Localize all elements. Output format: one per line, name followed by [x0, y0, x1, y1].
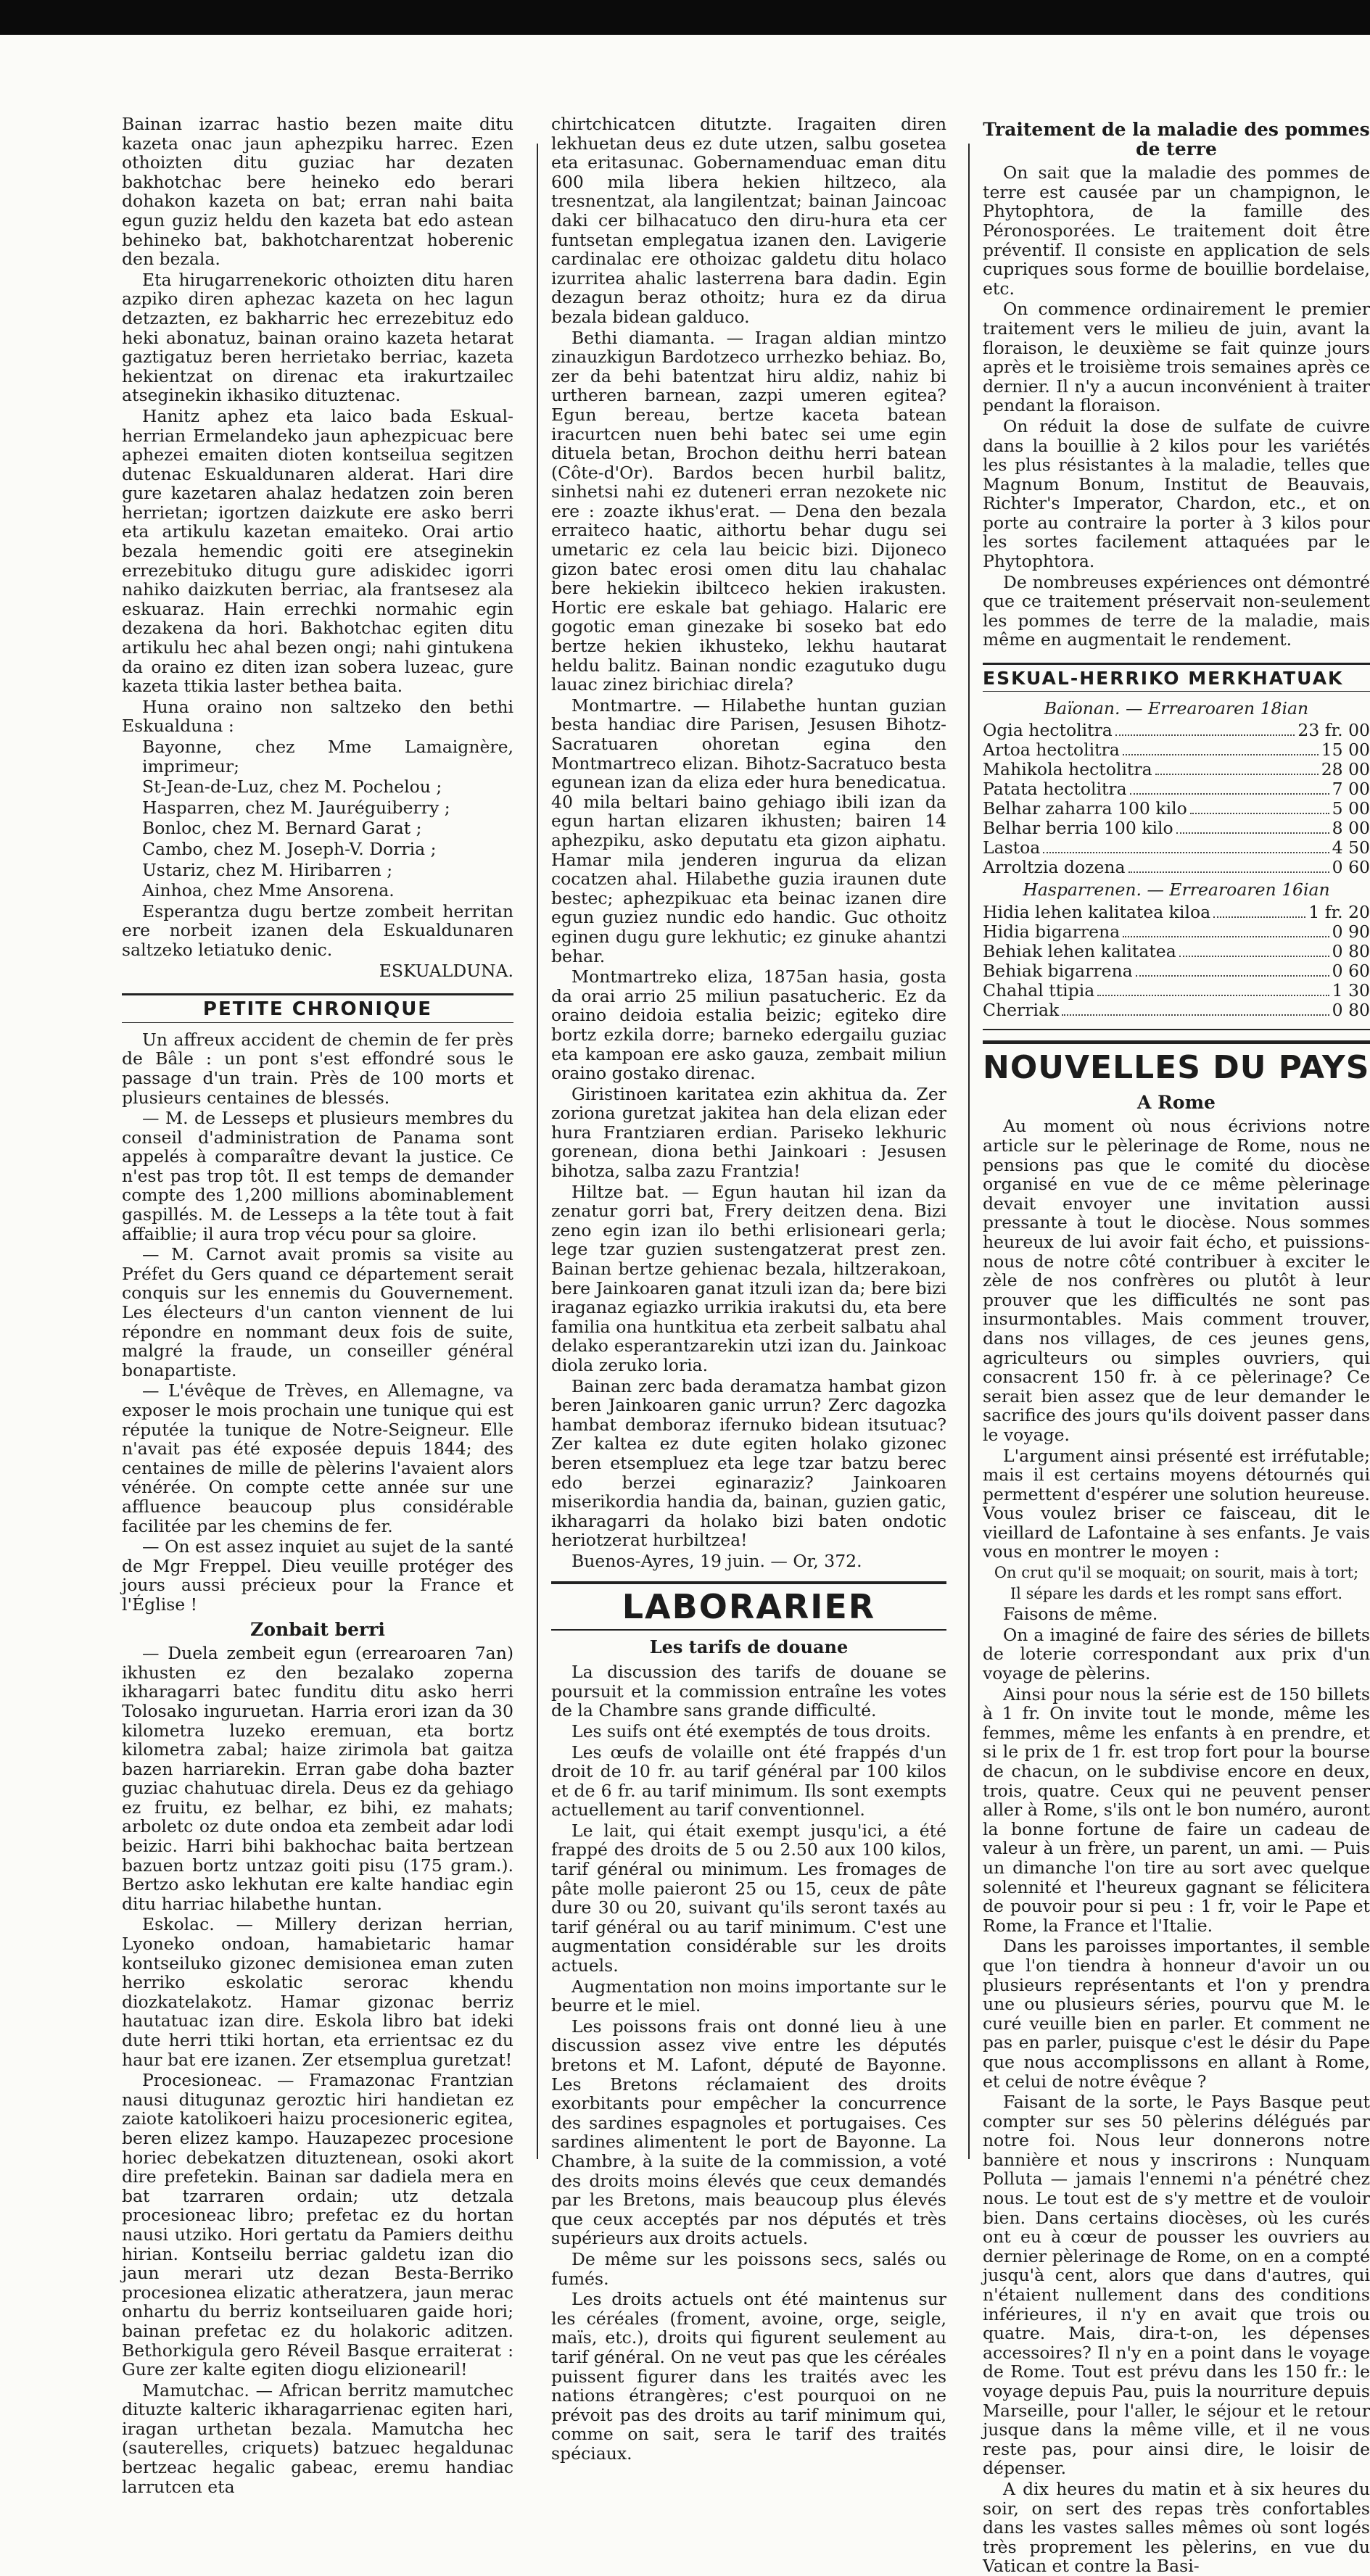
berri-item: — Duela zembeit egun (errearoaren 7an) ikhusten ez den bezalako zoperna ikharagarri batec funditu ditu asko herri Tolosako inguruetan. Harria erori izan da 30 kilometra luzeko eremuan, eta bortz kilometra zabal; haize zirimola bat gaitza bazen harriarekin. Erran gabe doha bazter guziac chahutuac direla. Deus ez da gehiago ez fruitu, ez belhar, ez bihi, ez mahats; arboletc oz dute ondoa eta zembeit adar lodi beizic. Harri bihi bakhochac baita bertzean bazuen bortz untzaz goiti pisu (175 gram.). Bertzo asko lekhutan ere kalte handiac egin ditu harriac hilabethe huntan. — [122, 1643, 513, 1914]
vendor-list-item: Ainhoa, chez Mme Ansorena. — [142, 880, 395, 901]
laborarier-item: Le lait, qui était exempt jusqu'ici, a été frappé des droits de 5 ou 2.50 aux 100 kilos, tarif général ou minimum. Les fromages de pâte molle paieront 25 ou 15, ceux de pâte dure 30 ou 20, suivant qu'ils seront taxés au tarif général ou au tarif minimum. C'est une augmentation considérable sur les droits actuels. — [551, 1820, 946, 1976]
vendor-list-item: St-Jean-de-Luz, chez M. Pochelou ; — [142, 776, 442, 798]
market-row: Behiak lehen kalitatea 0 80 — [983, 940, 1370, 961]
nouvelles-paragraph: On a imaginé de faire des séries de billets de loterie correspondant aux prix d'un voyage de pèlerins. — [983, 1624, 1370, 1684]
col2-paragraph-1: chirtchicatcen ditutzte. Iragaiten diren lekhuetan deus ez dute utzen, salbu gosetea eta eritasunac. Gobernamenduac eman ditu 600 mila libera hekien hiltzeco, ala tresnentzat, ala langilentzat; bainan Jaincoac daki cer bilhacatuco den diru-hura eta cer funtsetan emplegatua izanen den. Lavigerie cardinalac ere othoizac galdetu ditu holaco izurritea ahalic lasterrena bara dadin. Egin dezagun beraz othoitz; hura ez da dirua bezala bidean galduco. — [551, 114, 946, 327]
col1-paragraph-4: Huna oraino non saltzeko den bethi Eskualduna : — [122, 696, 513, 737]
traitement-paragraph: On commence ordinairement le premier traitement vers le milieu de juin, avant la floraison, le deuxième se fait quinze jours après et le troisième trois semaines après ce dernier. Il n'y a aucun inconvénient à traiter pendant la floraison. — [983, 299, 1370, 416]
column-3 — [983, 115, 1370, 2576]
laborarier-item: Les poissons frais ont donné lieu à une discussion assez vive entre les députés bretons et M. Lafont, député de Bayonne. Les Bretons réclamaient des droits exorbitants pour empêcher la concurrence des sardines espagnoles et portugaises. Ces sardines alimentent le port de Bayonne. La Chambre, à la suite de la commission, a voté des droits moins élevés que ceux demandés par les Bretons, mais beaucoup plus élevés que ceux acceptés par nos députés et très supérieurs aux droits actuels. — [551, 2016, 946, 2249]
laborarier-item: Augmentation non moins importante sur le beurre et le miel. — [551, 1976, 946, 2016]
market-row: Behiak bigarrena 0 60 — [983, 960, 1370, 981]
market-row: Arroltzia dozena 0 60 — [983, 857, 1370, 878]
chronique-item: — L'évêque de Trèves, en Allemagne, va exposer le mois prochain une tunique qui est réputée la tunique de Notre-Seigneur. Elle n'avait pas été exposée depuis 1844; des centaines de mille de pèlerins l'avaient alors vénérée. On compte cette année sur une affluence beaucoup plus considérable facilitée par les chemins de fer. — [122, 1380, 513, 1536]
verse-line: On crut qu'il se moquait; on sourit, mais à tort; — [994, 1564, 1359, 1582]
tarifs-subheading: Les tarifs de douane — [649, 1636, 849, 1657]
column-1 — [122, 114, 513, 2497]
laborarier-heading: LABORARIER — [551, 1581, 946, 1631]
col1-paragraph-1: Bainan izarrac hastio bezen maite ditu kazeta onac jaun aphezpiku harrec. Ezen othoizten ditu guziac har dezaten bakhotchac bere heineko edo berari dohakon kazeta on bat; erran nahi baita egun guziz heldu den kazeta bat edo astean behineko bat, bakhotcharentzat hoberenic den bezala. — [122, 114, 513, 270]
market-row: Patata hectolitra 7 00 — [983, 779, 1370, 800]
chronique-item: — M. Carnot avait promis sa visite au Préfet du Gers quand ce département serait conquis sur les ennemis du Gouvernement. Les électeurs d'un canton viennent de lui répondre en nommant deux fois de suite, malgré la fraude, un conseiller général bonapartiste. — [122, 1244, 513, 1380]
vendor-list-item: Hasparren, chez M. Jauréguiberry ; — [142, 797, 450, 818]
chronique-item: — M. de Lesseps et plusieurs membres du conseil d'administration de Panama sont appelés à comparaître devant la justice. Ce n'est pas trop tôt. Il est temps de demander compte des 1,200 millions abominablement gaspillés. M. de Lesseps a la tête tout à fait affaiblie; il aura trop vécu pour sa gloire. — [122, 1108, 513, 1244]
col1-paragraph-5: Esperantza dugu bertze zombeit herritan ere norbeit izanen dela Eskualdunaren saltzeko letiatuko denic. — [122, 900, 513, 960]
nouvelles-paragraph: Au moment où nous écrivions notre article sur le pèlerinage de Rome, nous ne pensions pas que le comité du diocèse organisé en vue de ce même pèlerinage devait envoyer une invitation aussi pressante à tout le diocèse. Nous sommes heureux de lui avoir fait écho, et puissions-nous de notre côté contribuer à exciter le zèle de nos confrères ou plutôt à leur prouver que les difficultés ne sont pas insurmontables. Mais comment trouver, dans nos villages, de ces jeunes gens, agriculteurs ou simples ouvriers, qui consacrent 150 fr. à ce pèlerinage? Ce serait bien assez que de leur demander le sacrifice des jours qu'ils doivent passer dans le voyage. — [983, 1116, 1370, 1445]
nouvelles-paragraph: Faisons de même. — [1003, 1604, 1158, 1625]
hasparren-market-heading: Hasparrenen. — Errearoaren 16ian — [1023, 879, 1330, 900]
column-rule-1 — [537, 144, 538, 2159]
newspaper-page — [0, 35, 1370, 2576]
berri-item: Eskolac. — Millery derizan herrian, Lyoneko ondoan, hamabietaric hamar kontseiluko gizonec demisionea eman zuten herriko eskolatic serorac khendu diozkatelakotz. Hamar gizonac berriz hautatuac izan dire. Eskola libro bat ideki dute herri ttiki hortan, eta errientsac ez du haur bat ere izanen. Zer etsemplua guretzat! — [122, 1914, 513, 2070]
petite-chronique-heading: PETITE CHRONIQUE — [122, 993, 513, 1023]
market-row: Belhar zaharra 100 kilo 5 00 — [983, 798, 1370, 819]
top-border-bar — [0, 0, 1370, 35]
nouvelles-paragraph: Faisant de la sorte, le Pays Basque peut compter sur ses 50 pèlerins délégués par notre foi. Nous leur donnerons notre bannière et nous y inscrirons : Nunquam Polluta — jamais l'ennemi n'a pénétré chez nous. Le tout est de s'y mettre et de vouloir bien. Dans certains diocèses, où les curés ont eu à cœur de pousser les ouvriers au dernier pèlerinage de Rome, on en a compté jusqu'à cent, alors que dans d'autres, qui n'étaient nullement dans des conditions inférieures, il n'y en avait que trois ou quatre. Mais, dira-t-on, les dépenses accessoires? Il n'y en a point dans le voyage de Rome. Tout est prévu dans les 150 fr.: le voyage depuis Pau, puis la nourriture depuis Marseille, pour l'aller, le séjour et le retour jusque dans la même ville, et il ne vous reste pas, pour ainsi dire, le loisir de dépenser. — [983, 2092, 1370, 2479]
col2-paragraph-2: Bethi diamanta. — Iragan aldian mintzo zinauzkigun Bardotzeco urrhezko behiaz. Bo, zer da behi batentzat hiru aldiz, nahiz bi urtheren barnean, zazpi umeren egitea? Egun bereau, bertze kaceta batean iracurtcen nuen behi batec sei ume egin dituela betan, Brochon deithu herri batean (Côte-d'Or). Bardos becen hurbil balitz, sinhetsi nahi ez duteneri erran nezokete nic ere : zoazte ikhus'erat. — Dena den bezala erraiteco haatic, aithortu behar dugu sei umetaric ez cela lau beicic bizi. Dijoneco gizon batec erosi omen ditu lau chahalac bere hekiekin ibiltceco hekien irakusten. Hortic ere eskale bat gehiago. Halaric ere gogotic eman ginezake bi soseko bat edo bertze hekien ikhusteko, lekhu hautarat heldu balitz. Bainan nondic ezagutuko dugu lauac zinez birichiac direla? — [551, 327, 946, 695]
market-row: Hidia lehen kalitatea kiloa 1 fr. 20 — [983, 901, 1370, 922]
berri-item: Mamutchac. — African berritz mamutchec dituzte kalteric ikharagarrienac egiten hari, iragan urthetan bezala. Mamutcha hec (sauterelles, criquets) batzuec hegaldunac bertzeac hegalic gabeac, eremu handiac larrutcen eta — [122, 2380, 513, 2497]
nouvelles-paragraph: Dans les paroisses importantes, il semble que l'on tiendra à honneur d'avoir un ou plusieurs représentants et l'on y prendra une ou plusieurs séries, pourvu que M. le curé veuille bien en parler. Et comment ne pas en parler, puisque c'est le désir du Pape que nous accomplissons en allant à Rome, et celui de notre évêque ? — [983, 1936, 1370, 2092]
nouvelles-paragraph: L'argument ainsi présenté est irréfutable; mais il est certains moyens détournés qui permettent d'espérer une solution heureuse. Vous voulez briser ce faisceau, dit le vieillard de Lafontaine à ses enfants. Je vais vous en montrer le moyen : — [983, 1445, 1370, 1562]
col2-paragraph-5: Giristinoen karitatea ezin akhitua da. Zer zoriona guretzat jakitea han dela elizan eder hura Frantziaren erdian. Pariseko lekhuric gorenean, diona bethi Jainkoari : Jesusen bihotza, salba zazu Frantzia! — [551, 1083, 946, 1182]
nouvelles-paragraph: Ainsi pour nous la série est de 150 billets à 1 fr. On invite tout le monde, même les femmes, même les enfants à en prendre, et si le prix de 1 fr. est trop fort pour la bourse de chacun, on le subdivise encore en deux, trois, quatre. Ceux qui ne peuvent penser aller à Rome, s'ils ont le bon numéro, auront la bonne fortune de faire un cadeau de valeur à un frère, un parent, un ami. — Puis un dimanche l'on tire au sort avec quelque solennité et l'heureux gagnant se félicitera de pouvoir pour si peu : 1 fr, voir le Pape et Rome, la France et l'Italie. — [983, 1683, 1370, 1936]
laborarier-item: Les droits actuels ont été maintenus sur les céréales (froment, avoine, orge, seigle, maïs, etc.), droits qui figurent seulement au tarif général. On ne veut pas que les céréales puissent figurer dans les traités avec les nations étrangères; c'est pourquoi on ne prévoit pas des droits au tarif minimum qui, comme on sait, sera le tarif des traités spéciaux. — [551, 2289, 946, 2464]
market-row: Chahal ttipia 1 30 — [983, 980, 1370, 1001]
verse-line: Il sépare les dards et les rompt sans effort. — [1010, 1584, 1343, 1602]
a-rome-heading: A Rome — [1137, 1091, 1216, 1113]
traitement-paragraph: De nombreuses expériences ont démontré que ce traitement préservait non-seulement les pommes de terre de la maladie, mais même en augmentait le rendement. — [983, 571, 1370, 650]
traitement-paragraph: On sait que la maladie des pommes de terre est causée par un champignon, le Phytophtora, de la famille des Péronosporées. Le traitement doit être préventif. Il consiste en application de sels cupriques sous forme de bouillie bordelaise, etc. — [983, 162, 1370, 299]
col2-paragraph-3: Montmartre. — Hilabethe huntan guzian besta handiac dire Parisen, Jesusen Bihotz-Sacratuaren ohoretan egina den Montmartreco elizan. Bihotz-Sacratuco besta egunean izan da eliza eder hura benedicatua. 40 mila beltari baino gehiago ibili izan da egun hartan elizaren ikhusten; bairen 14 aphezpiku, asko deputatu eta gizon aiphatu. Hamar mila jenderen ingurua da elizan cocatzen ahal. Hilabethe guzia iraunen dute bestec; aphezpikuac eta beinac izanen dire egun guziez nundic edo handic. Guc othoitz eginen dugu gure lekhutic; ez ginuke ahantzi behar. — [551, 695, 946, 966]
dateline: Buenos-Ayres, 19 juin. — Or, 372. — [571, 1550, 862, 1571]
chronique-item: Un affreux accident de chemin de fer près de Bâle : un pont s'est effondré sous le passage d'un train. Près de 100 morts et plusieurs centaines de blessés. — [122, 1029, 513, 1108]
traitement-paragraph: On réduit la dose de sulfate de cuivre dans la bouillie à 2 kilos pour les variétés les plus résistantes à la maladie, telles que Magnum Bonum, Institut de Beauvais, Richter's Imperator, Chardon, etc., et on porte au contraire la porter à 3 kilos pour les sortes facilement attaquées par le Phytophtora. — [983, 415, 1370, 572]
laborarier-item: La discussion des tarifs de douane se poursuit et la commission entraîne les votes de la Chambre sans grande difficulté. — [551, 1662, 946, 1721]
baionan-market-heading: Baïonan. — Errearoaren 18ian — [1044, 697, 1309, 718]
berri-item: Procesioneac. — Framazonac Frantzian nausi ditugunaz geroztic hiri handietan ez zaiote katolikoeri haizu procesioneric egitea, beren elizez kampo. Hauzapezec procesione horiec debekatzen dituztenean, osoki akort dire prefetekin. Bainan sar dadiela mera en bat tzarraren ordain; utz detzala procesioneac libro; prefetac ez du hortan nausi utziko. Hori gertatu da Pamiers deithu hirian. Kontseilu berriac galdetu izan dio jaun merari utz dezan Besta-Berriko procesionea elizatic atheratzera, jaun merac onhartu du berriz kontseiluaren gaide hori; bainan prefetac ez du holakoric aditzen. Bethorkigula gero Réveil Basque erraiterat : Gure zer kalte egiten diogu elizionearil! — [122, 2070, 513, 2380]
laborarier-item: Les suifs ont été exemptés de tous droits. — [571, 1720, 931, 1742]
vendor-list-item: Bayonne, chez Mme Lamaignère, imprimeur; — [142, 737, 513, 776]
laborarier-item: Les œufs de volaille ont été frappés d'un droit de 10 fr. au tarif général par 100 kilos et de 6 fr. au tarif minimum. Ils sont exempts actuellement au tarif conventionnel. — [551, 1742, 946, 1821]
market-row: Cherriak 0 80 — [983, 999, 1370, 1020]
vendor-list-item: Cambo, chez M. Joseph-V. Dorria ; — [142, 838, 437, 859]
market-row: Mahikola hectolitra 28 00 — [983, 759, 1370, 780]
column-rule-2 — [968, 144, 970, 2159]
market-row: Hidia bigarrena 0 90 — [983, 921, 1370, 942]
market-row: Artoa hectolitra 15 00 — [983, 740, 1370, 761]
laborarier-item: De même sur les poissons secs, salés ou fumés. — [551, 2248, 946, 2289]
col1-paragraph-2: Eta hirugarrenekoric othoizten ditu haren azpiko diren aphezac kazeta on hec lagun detzazten, ez bakharric hec errezebituz edo heki abonatuz, bainan oraino kazeta hetarat gaztigatuz beren herrietako berriac, kazeta hekientzat on direnac eta irakurtzailec atseginekin ikhasiko dituztenac. — [122, 269, 513, 406]
nouvelles-du-pays-heading: NOUVELLES DU PAYS — [983, 1040, 1370, 1086]
col2-paragraph-7: Bainan zerc bada deramatza hambat gizon beren Jainkoaren ganic urrun? Zerc dagozka hambat demboraz ifernuko bidean itsutuac? Zer kaltea ez dute egiten holako gizonec beren etsempluez eta lege tzar batzu berec edo berzei eginaraziz? Jainkoaren miserikordia handia da, bainan, guzien gatic, ikharagarri da holako bizi baten ondotic heriotzerat hurbiltzea! — [551, 1375, 946, 1551]
col2-paragraph-4: Montmartreko eliza, 1875an hasia, gosta da orai arrio 25 miliun pasatucheric. Ez da oraino deidoia estalia beizic; egiteko dire bortz ezkila dorre; barneko edergailu guziac eta kampoan ere asko gauza, zembait miliun oraino gostako direnac. — [551, 966, 946, 1084]
vendor-list-item: Ustariz, chez M. Hiribarren ; — [142, 859, 393, 880]
col1-paragraph-3: Hanitz aphez eta laico bada Eskual-herrian Ermelandeko jaun aphezpicuac bere aphezei emaiten dioten kontseilua segitzen dutenac Eskualdunaren alderat. Hari dire gure kazetaren ahalaz hedatzen zoin beren herrietan; igortzen daizkute ere asko berri eta artikulu kazetan emaiteko. Orai artio bezala hemendic goiti ere atseginekin errezebituko ditugu gure adiskidec igorri nahiko daizkuten berriac, ala frantsesez ala eskuaraz. Hain errechki normahic egin dezakena da hori. Bakhotchac egiten ditu artikulu hec ahal bezen ongi; nahi gintukena da oraino ez diten izan sobera luzeac, gure kazeta ttikia laster bethea baita. — [122, 405, 513, 697]
market-row: Lastoa 4 50 — [983, 837, 1370, 858]
merkhatuak-heading: ESKUAL-HERRIKO MERKHATUAK — [983, 663, 1370, 692]
zonbait-berri-heading: Zonbait berri — [250, 1618, 385, 1640]
chronique-item: — On est assez inquiet au sujet de la santé de Mgr Freppel. Dieu veuille protéger des jours aussi précieux pour la France et l'Église ! — [122, 1536, 513, 1615]
nouvelles-paragraph: A dix heures du matin et à six heures du soir, on sert des repas très confortables dans les vastes salles mêmes où sont logés très proprement les pèlerins, en vue du Vatican et contre la Basi- — [983, 2478, 1370, 2576]
signature: ESKUALDUNA. — [379, 960, 513, 981]
column-2 — [551, 114, 946, 2464]
traitement-heading: Traitement de la maladie des pommes de terre — [983, 119, 1370, 160]
col2-paragraph-6: Hiltze bat. — Egun hautan hil izan da zenatur gorri bat, Frery deitzen dena. Bizi zeno egin izan ilo bethi erlisioneari gerla; lege tzar guzien sustengatzerat prest zen. Bainan bertze gehienac bezala, hiltzerakoan, bere Jainkoaren ganat itzuli izan da; bere bizi iraganaz egiazko urrikia irakutsi du, eta bere familia ona huntkitua eta zerbeit salbatu ahal delako esperantzarekin utzi izan du. Jainkoac diola zeruko loria. — [551, 1181, 946, 1375]
market-row: Belhar berria 100 kilo 8 00 — [983, 818, 1370, 839]
section-divider — [983, 1029, 1370, 1030]
vendor-list-item: Bonloc, chez M. Bernard Garat ; — [142, 818, 422, 839]
market-row: Ogia hectolitra 23 fr. 00 — [983, 720, 1370, 741]
